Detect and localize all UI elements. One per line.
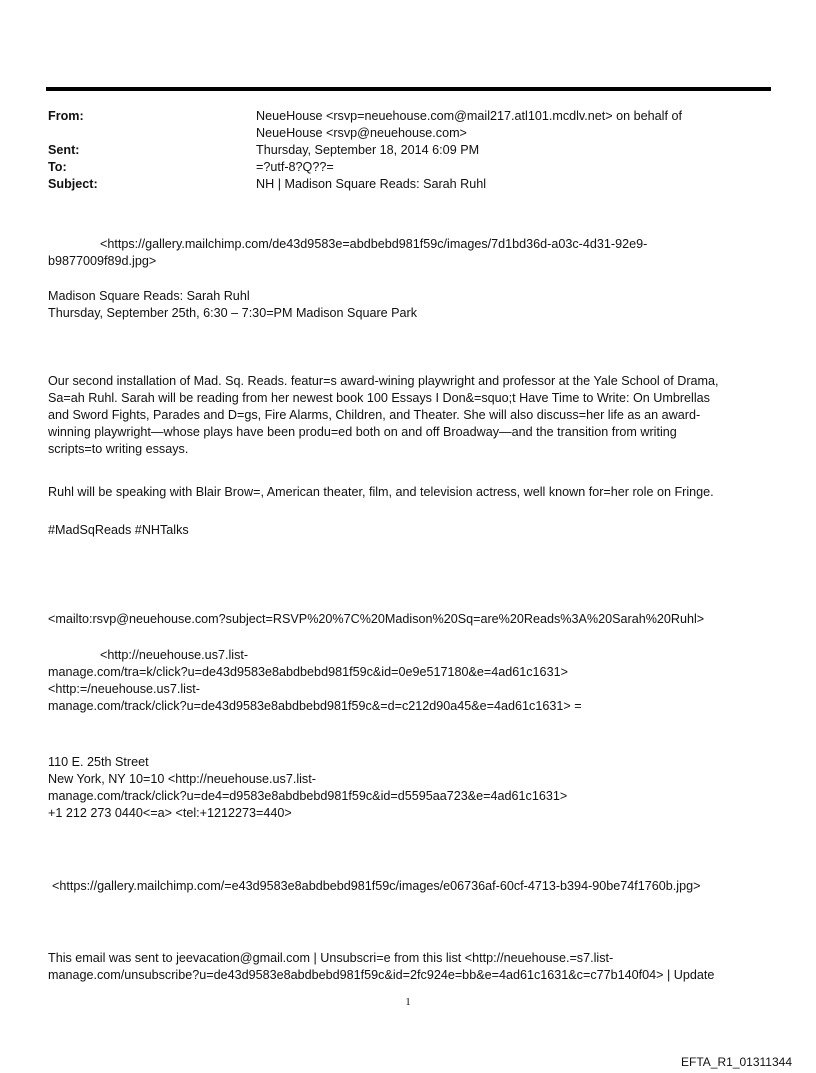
footer-line2[interactable]: manage.com/unsubscribe?u=de43d9583e8abdbebd981f59c&id=2fc924e=bb&e=4ad61c1631&c=c77b140f04> | Update (48, 968, 715, 982)
to-label: To: (48, 160, 67, 174)
paragraph-line: scripts=to writing essays. (48, 442, 189, 456)
header-divider (46, 87, 771, 91)
page-number: 1 (405, 996, 411, 1008)
paragraph-line: winning playwright—whose plays have been produ=ed both on and off Broadway—and the transition from writing (48, 425, 677, 439)
speaker-paragraph: Ruhl will be speaking with Blair Brow=, American theater, film, and television actress, well known for=her role on Fringe. (48, 485, 714, 499)
event-when: Thursday, September 25th, 6:30 – 7:30=PM Madison Square Park (48, 306, 418, 320)
image-link-1-line2: b9877009f89d.jpg> (48, 254, 157, 268)
paragraph-line: Sa=ah Ruhl. Sarah will be reading from her newest book 100 Essays I Don&=squo;t Have Time to Write: On Umbrellas (48, 391, 710, 405)
image-link-1[interactable] (48, 236, 773, 270)
from-value-line1: NeueHouse <rsvp=neuehouse.com@mail217.atl101.mcdlv.net> on behalf of (256, 109, 682, 123)
phone-link[interactable]: +1 212 273 0440<=a> <tel:+1212273=440> (48, 806, 292, 820)
from-row (48, 108, 768, 142)
footer (48, 950, 773, 984)
address-link-cont[interactable]: manage.com/track/click?u=de4=d9583e8abdbebd981f59c&id=d5595aa723&e=4ad61c1631> (48, 789, 568, 803)
hashtags: #MadSqReads #NHTalks (48, 523, 189, 537)
image-link-2[interactable]: <https://gallery.mailchimp.com/=e43d9583e8abdbebd981f59c/images/e06736af-60cf-4713-b394-90be74f1760b.jpg> (52, 879, 701, 893)
bates-stamp: EFTA_R1_01311344 (681, 1055, 792, 1069)
sent-row (48, 142, 768, 159)
to-row (48, 159, 768, 176)
tracking-links (48, 647, 773, 715)
link-2-line1[interactable]: <http:=/neuehouse.us7.list- (48, 682, 200, 696)
from-value-line2: NeueHouse <rsvp@neuehouse.com> (256, 126, 467, 140)
sent-value: Thursday, September 18, 2014 6:09 PM (256, 143, 480, 157)
link-1-line2[interactable]: manage.com/tra=k/click?u=de43d9583e8abdbebd981f59c&id=0e9e517180&e=4ad61c1631> (48, 665, 568, 679)
paragraph-line: and Sword Fights, Parades and D=gs, Fire Alarms, Children, and Theater. She will also discuss=her life as an award- (48, 408, 701, 422)
paragraph-line: Our second installation of Mad. Sq. Reads. featur=s award-wining playwright and professor at the Yale School of Drama, (48, 374, 719, 388)
to-value: =?utf-8?Q??= (256, 160, 334, 174)
link-1-line1[interactable]: <http://neuehouse.us7.list- (100, 648, 249, 662)
subject-label: Subject: (48, 177, 98, 191)
subject-value: NH | Madison Square Reads: Sarah Ruhl (256, 177, 487, 191)
link-2-line2[interactable]: manage.com/track/click?u=de43d9583e8abdbebd981f59c&=d=c212d90a45&e=4ad61c1631> = (48, 699, 582, 713)
description-paragraph (48, 373, 773, 458)
subject-row (48, 176, 768, 193)
rsvp-mailto-link[interactable]: <mailto:rsvp@neuehouse.com?subject=RSVP%20%7C%20Madison%20Sq=are%20Reads%3A%20Sarah%20Ruhl> (48, 612, 705, 626)
event-title: Madison Square Reads: Sarah Ruhl (48, 289, 250, 303)
image-link-1-line1: <https://gallery.mailchimp.com/de43d9583e=abdbebd981f59c/images/7d1bd36d-a03c-4d31-92e9- (100, 237, 648, 251)
footer-line1[interactable]: This email was sent to jeevacation@gmail.com | Unsubscri=e from this list <http://neuehouse.=s7.list- (48, 951, 614, 965)
address-city-link[interactable]: New York, NY 10=10 <http://neuehouse.us7.list- (48, 772, 316, 786)
email-header (48, 108, 768, 193)
event-info (48, 288, 773, 322)
address-block (48, 754, 773, 822)
sent-label: Sent: (48, 143, 80, 157)
from-label: From: (48, 109, 84, 123)
address-street: 110 E. 25th Street (48, 755, 149, 769)
